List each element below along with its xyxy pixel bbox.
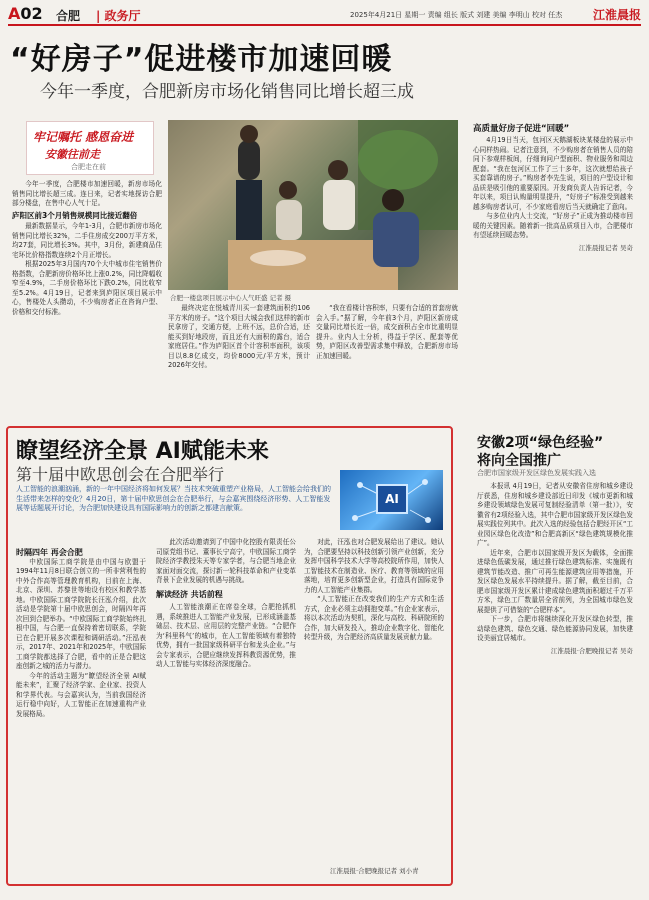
issue-date: 2025年4月21日 星期一 责编 组长 版式 刘建 美编 李明山 校对 任杰: [350, 11, 563, 19]
section-name: | 政务厅: [96, 9, 141, 23]
side-column: 本报讯 4月19日，记者从安徽省住房和城乡建设厅获悉，住房和城乡建设部近日印发《城市更新和城乡建设领域绿色发展可复制经验清单（第一批）》，安徽省有2项经验入选，其中合肥市国家级开发区绿色发展实践位列其中。此次入选的经验包括合肥经开区“工业园区绿色化改造”和合肥高新区“绿色建筑规模化推广”。 近年来，合肥市以国家级开发区为载体，全面推进绿色低碳发展，通过推行绿色建筑标准、实施既有建筑节能改造、推广可再生能源建筑应用等措施，开发区绿色发展水平持续提升。据了解，截至目前，合肥市国家级开发区累计建成绿色建筑面积超过千万平方米，绿色工厂数量居全省前列，为全国城市绿色发展提供了可借鉴的“合肥样本”。 下一步，合肥市将继续深化开发区绿色转型，推动绿色建筑、绿色交通、绿色能源协同发展，加快建设美丽宜居城市。 江淮晨报·合肥晚报记者 吴奇: [477, 482, 633, 655]
newspaper-brand: 江淮晨报: [592, 8, 641, 22]
feature-column-3: 对此，汪泓也对合肥发展给出了建议。她认为，合肥要坚持以科技创新引领产业创新，充分发挥中国科学技术大学等高校院所作用，加快人工智能技术在制造业、医疗、教育等领域的应用落地，培育更多创新型企业，打造具有国际竞争力的人工智能产业集群。 “人工智能正在改变我们的生产方式和生活方式，企业必须主动拥抱变革。”有企业家表示，将以本次活动为契机，深化与高校、科研院所的合作，加大研发投入，推动企业数字化、智能化转型升级，为合肥经济高质量发展贡献力量。: [304, 538, 444, 641]
page-header: [8, 4, 641, 26]
side-byline: 江淮晨报·合肥晚报记者 吴奇: [550, 646, 633, 655]
side-subhead: 合肥市国家级开发区绿色发展实践入选: [477, 469, 596, 477]
side-headline-line2: 将向全国推广: [477, 453, 561, 469]
byline: 江淮晨报记者 吴奇: [578, 243, 633, 252]
article-column-2: 最终决定在悦城青川买一套建筑面积约106平方米的房子。“这个项目大城会我们这样的新市民拿房了，交通方便，上班不远，总价合适，还能买到好地段房，而且还有大面积的露台，适合家庭居住。”作为庐阳区首个计容积率面积，该项目以8.8亿成交，均价8000元/平方米，预计2026年交付。: [168, 304, 310, 369]
ai-chip-icon: AI: [376, 484, 408, 514]
campaign-logo: 牢记嘱托 感恩奋进 安徽往前走 合肥走在前: [26, 121, 154, 175]
ai-illustration: [340, 470, 443, 530]
article-headline: “好房子”促进楼市加速回暖: [10, 42, 393, 77]
feature-byline: 江淮晨报·合肥晚报记者 刘小青: [330, 867, 419, 875]
feature-subhead: 第十届中欧思创会在合肥举行: [16, 465, 225, 484]
page-number: A02: [8, 4, 43, 23]
feature-column-1: 时隔四年 再会合肥 中欧国际工商学院是由中国与欧盟于1994年11月8日联合创立的一所非营利性的中外合作高等管理教育机构，目前在上海、北京、深圳、苏黎世等地设有校区和教学基地。中欧国际工商学院院长汪泓介绍，此次活动是学院第十届中欧思创会，时隔四年再次回到合肥举办。“中欧国际工商学院始终扎根中国，与合肥一直保持着密切联系，学院已在合肥开展多次课程和调研活动。”汪泓表示，2017年、2021年和2025年，中欧国际工商学院都选择了合肥，看中的正是合肥这座创新之城的活力与潜力。 今年的活动主题为“瞭望经济全景 AI赋能未来”，汇聚了经济学家、企业家、投资人和学界代表。与会嘉宾认为，当前我国经济运行稳中向好，人工智能正在加速重构产业发展格局。: [16, 548, 146, 718]
photo-caption: 合肥一楼盘项目展示中心人气旺盛 记者 摄: [170, 294, 292, 302]
feature-column-2: 此次活动邀请到了中国中化控股有限责任公司原党组书记、董事长宁高宁，中欧国际工商学院经济学教授朱天等专家学者，与合肥当地企业家面对面交流，探讨新一轮科技革命和产业变革背景下企业发展的机遇与挑战。 解读经济 共话前程 人工智能浪潮正在席卷全球，合肥抢抓机遇，系统推进人工智能产业发展，已形成涵盖基础层、技术层、应用层的完整产业链。“合肥作为‘科里科气’的城市，在人工智能领域有着独特优势，拥有一批国家级科研平台和龙头企业。”与会专家表示，合肥应继续发挥科教资源优势，推动人工智能与实体经济深度融合。: [156, 538, 296, 668]
right-section-heading: 高质量好房子促进“回暖”: [473, 124, 570, 134]
feature-headline: 瞭望经济全景 AI赋能未来: [16, 439, 269, 464]
feature-section-heading-2: 解读经济 共话前程: [156, 589, 223, 599]
side-headline-line1: 安徽2项“绿色经验”: [477, 435, 604, 451]
right-column: 4月19日当天，包河区天鹅湖板块某楼盘的展示中心同样热闹。记者注意到，不少购房者在销售人员的陪同下参观样板间，仔细询问户型面积、物业服务和周边配套。“我在包河区工作了三十多年，这次就想给孩子买套靠谱的房子。”购房者李先生说，项目的户型设计和品质是吸引他的重要原因。开发商负责人告诉记者，今年以来，项目认购量明显提升，“好房子”标准受到越来越多购房者认可，不少家庭看房后当天就确定了意向。 与多位业内人士交流，“好房子”正成为推动楼市回暖的关键因素。随着新一批高品质项目入市，合肥楼市有望延续回暖态势。 江淮晨报记者 吴奇: [473, 136, 633, 252]
article-column-1: 今年一季度，合肥楼市加速回暖，新房市场化销售同比增长超三成。连日来，记者实地探访合肥部分楼盘，在售中心人气十足。 庐阳区前3个月销售规模同比接近翻倍 最新数据显示，今年1-3月，合肥市新房市场化销售同比增长32%，二手住房成交200万平方米，均27套，同比增长3%。其中，3月份，新建商品住宅环比价格指数连续2个月正增长。 根据2025年3月国内70个大中城市住宅销售价格指数，合肥新房价格环比上涨0.2%，同比降幅收窄至4.9%，二手房价格环比下跌0.2%，同比收窄至5.2%。4月19日，记者来到庐阳区项目展示中心，售楼处人头攒动，不少购房者正在咨询户型、价格和交付标准。: [12, 180, 162, 316]
feature-lead: 人工智能的浪潮汹涌，新的一年中国经济将如何发展？当技术突破重塑产业格局，人工智能会给我们的生活带来怎样的变化？4月20日，第十届中欧思创会在合肥举行，与会嘉宾围绕经济形势、人工智能发展等话题展开讨论，为合肥加快建设具有国际影响力的创新之都建言献策。: [16, 485, 331, 512]
article-photo: [168, 120, 458, 290]
feature-section-heading: 时隔四年 再会合肥: [16, 548, 83, 557]
section-heading: 庐阳区前3个月销售规模同比接近翻倍: [12, 210, 138, 220]
article-subhead: 今年一季度，合肥新房市场化销售同比增长超三成: [40, 82, 414, 102]
edition-city: 合肥: [56, 9, 81, 23]
article-column-3: “我在看楼计容积率，只要有合适的首套房就会入手。”据了解，今年前3个月，庐阳区新房成交量同比增长近一倍，成交面积占全市比重明显提升。业内人士分析，得益于学区、配套等优势，庐阳区改善型需求集中释放，合肥新房市场正加速回暖。: [316, 304, 458, 360]
